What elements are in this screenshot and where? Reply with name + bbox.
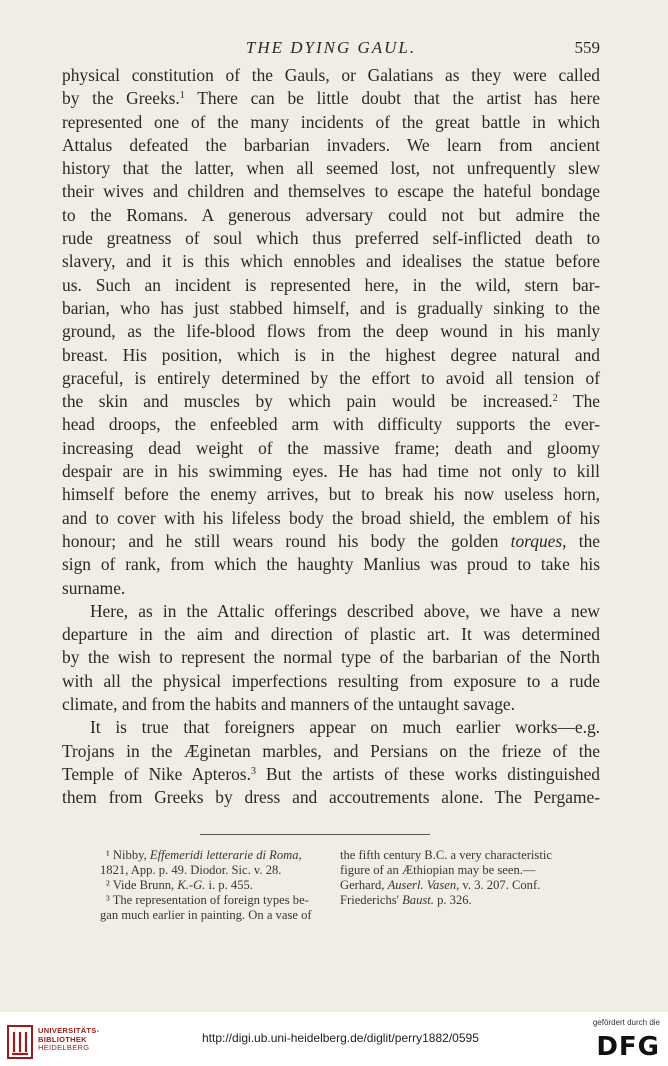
italic-word: torques bbox=[510, 530, 563, 551]
footnote-1: ¹ Nibby, Effemeridi letterarie di Roma, bbox=[106, 848, 302, 862]
text-line: ground, as the life-blood flows from the deep wound in his manly bbox=[62, 321, 600, 342]
text-line: It is true that foreigners appear on much earlier works—e.g. bbox=[90, 717, 600, 738]
text-line: head droops, the enfeebled arm with difficulty supports the ever- bbox=[62, 414, 600, 435]
text-line: represented one of the many incidents of the great battle in which bbox=[62, 111, 600, 132]
text-line: by the Greeks.$^1$ There can be little doubt that the artist has here bbox=[62, 88, 601, 109]
text-line: us. Such an incident is represented here, in the wild, stern bar- bbox=[62, 274, 600, 295]
footnote-ref-2: 2 bbox=[552, 393, 558, 405]
text-line: honour; and he still wears round his body the golden torques, the bbox=[62, 530, 600, 551]
text-line: departure in the aim and direction of plastic art. It was determined bbox=[62, 624, 600, 645]
paragraph-1 bbox=[62, 64, 600, 600]
footnote-ref-1: 1 bbox=[179, 90, 185, 102]
text-line: breast. His position, which is in the highest degree natural and bbox=[62, 344, 600, 365]
text-line: Here, as in the Attalic offerings described above, we have a new bbox=[90, 600, 600, 621]
text-line: increasing dead weight of the massive frame; death and gloomy bbox=[62, 437, 600, 458]
library-logo[interactable] bbox=[6, 1022, 146, 1062]
footnote-3: ³ The representation of foreign types be- bbox=[106, 893, 309, 907]
footnote-3-cont: the fifth century B.C. a very characteristic bbox=[340, 848, 552, 862]
text-line: sign of rank, from which the haughty Manlius was proud to take his bbox=[62, 554, 600, 575]
text-line: with all the physical imperfections resulting from exposure to a rude bbox=[62, 670, 600, 691]
text-line: by the wish to represent the normal type of the barbarian of the North bbox=[62, 647, 600, 668]
funder-note: gefördert durch die bbox=[592, 1018, 660, 1027]
library-emblem-icon bbox=[6, 1024, 34, 1060]
footnote-divider bbox=[200, 834, 430, 835]
footnote-ref-3: 3 bbox=[250, 765, 256, 777]
footnote-1-cont: 1821, App. p. 49. Diodor. Sic. v. 28. bbox=[100, 863, 282, 877]
text-line: Trojans in the Æginetan marbles, and Persians on the frieze of the bbox=[62, 740, 600, 761]
running-title: THE DYING GAUL. bbox=[245, 38, 417, 57]
main-text bbox=[62, 64, 600, 810]
page-number: 559 bbox=[574, 38, 600, 57]
text-line: Temple of Nike Apteros.$^3$ But the artists of these works distinguished bbox=[62, 763, 601, 784]
text-line: despair are in his swimming eyes. He has had time not only to kill bbox=[62, 461, 600, 482]
digitization-footer bbox=[0, 1012, 668, 1066]
footnote-3-cont: Gerhard, Auserl. Vasen, v. 3. 207. Conf. bbox=[340, 878, 541, 892]
dfg-logo[interactable] bbox=[580, 1016, 660, 1064]
text-line: physical constitution of the Gauls, or Galatians as they were called bbox=[62, 65, 600, 85]
text-line: surname. bbox=[62, 577, 126, 598]
text-line: climate, and from the habits and manners of the untaught savage. bbox=[62, 694, 515, 715]
footnotes-right-column bbox=[340, 848, 600, 908]
text-line: history that the latter, when all seemed lost, not unfrequently slew bbox=[62, 158, 600, 179]
footnote-3-cont: gan much earlier in painting. On a vase of bbox=[100, 908, 312, 922]
text-line: Attalus defeated the barbarian invaders. We learn from ancient bbox=[62, 134, 600, 155]
footnote-3-cont: figure of an Æthiopian may be seen.— bbox=[340, 863, 536, 877]
text-line: the skin and muscles by which pain would be increased.$^2$ The bbox=[62, 391, 600, 412]
text-line: graceful, is entirely determined by the effort to avoid all tension of bbox=[62, 367, 600, 388]
text-line: barian, who has just stabbed himself, and is gradually sinking to the bbox=[62, 297, 600, 318]
paragraph-2 bbox=[62, 600, 600, 716]
footnotes-left-column bbox=[100, 848, 322, 923]
dfg-wordmark: DFG bbox=[596, 1032, 660, 1062]
source-url-link[interactable]: http://digi.ub.uni-heidelberg.de/diglit/perry1882/0595 bbox=[202, 1031, 479, 1045]
text-line: them from Greeks by dress and accoutrements alone. The Pergame- bbox=[62, 787, 600, 808]
text-line: to the Romans. A generous adversary could not but admire the bbox=[62, 204, 600, 225]
footnote-2: ² Vide Brunn, K.-G. i. p. 455. bbox=[106, 878, 253, 892]
footnote-3-cont: Friederichs' Baust. p. 326. bbox=[340, 893, 472, 907]
text-line: rude greatness of soul which thus preferred self-inflicted death to bbox=[62, 228, 600, 249]
running-header bbox=[62, 38, 600, 62]
text-line: and to cover with his lifeless body the broad shield, the emblem of his bbox=[62, 507, 600, 528]
text-line: himself before the enemy arrives, but to break his now useless horn, bbox=[62, 484, 600, 505]
paragraph-3 bbox=[62, 716, 600, 809]
text-line: slavery, and it is this which ennobles and idealises the statue before bbox=[62, 251, 600, 272]
text-line: their wives and children and themselves to escape the hateful bondage bbox=[62, 181, 600, 202]
library-name: UNIVERSITÄTS- BIBLIOTHEK HEIDELBERG bbox=[38, 1026, 100, 1052]
